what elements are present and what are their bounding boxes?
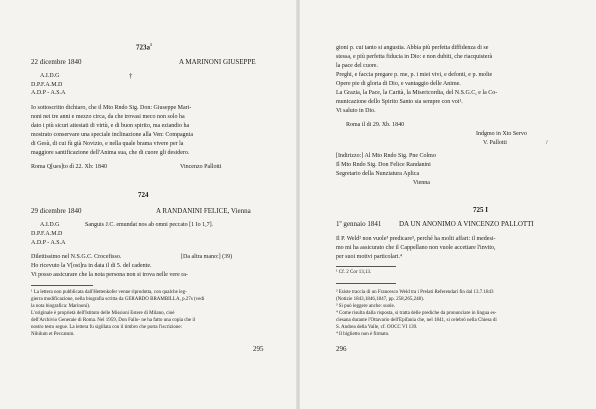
body-line: maggiore santificazione dell'Anima sua, che di cuore gli desidero. bbox=[31, 150, 190, 156]
letter-date: 29 dicembre 1840 bbox=[31, 207, 82, 215]
body-line: Preghi, e faccia pregare p. me, p. i miei vivi, e defonti, e p. molte bbox=[336, 72, 493, 78]
salutation-line: D.P.F.A.M.D bbox=[31, 231, 63, 237]
footnote-line: (Notizie 1843,1846,1847, pp. 258,265,248). bbox=[336, 297, 425, 302]
body-line: Vi posso assicurare che la nota persona non si trova nelle vere ra- bbox=[31, 272, 188, 278]
footnote-line: S. Andrea della Valle, cf. OOCC VI 139. bbox=[336, 325, 418, 330]
footnote-line: ⁴ Come risulta dalla risposta, si tratta delle prediche da pronunciare in lingua es- bbox=[336, 311, 497, 316]
closing-place: Roma Q[ues]to dì 22. Xb: 1840 bbox=[31, 164, 107, 170]
salutation-line: A.I.D.G bbox=[40, 73, 60, 79]
body-line: Opere pie di gloria di Dio, e vantaggio delle Anime. bbox=[336, 81, 461, 87]
footnote-line: ¹ La lettera non pubblicata dall'Hettenkofer venne riprodotta, con qualche leg- bbox=[31, 290, 187, 295]
letter-number: 725 I bbox=[473, 206, 488, 214]
page-number: 295 bbox=[253, 345, 264, 353]
footnote-rule bbox=[31, 285, 93, 286]
cross-icon: † bbox=[129, 72, 133, 80]
body-line: noni nei tre anni e mezzo circa, da che trovasi meco non solo ha bbox=[31, 114, 185, 120]
footnote-line: ³ Si può leggere anche: suole. bbox=[336, 304, 395, 309]
body-line: la pace del cuore. bbox=[336, 63, 378, 69]
footnote-line: Nihilum et Peccatum. bbox=[31, 332, 75, 337]
address-line: Segretario della Nunziatura Aplica bbox=[336, 171, 420, 177]
letter-number: $723a^1$ bbox=[136, 42, 152, 52]
body-line: Il P. Weld² non vuole³ predicare³, perché ha molti affari: il medesi- bbox=[336, 236, 496, 242]
body-line: La Grazia, la Pace, la Carità, la Misericordia, del N.S.G.C, e la Co- bbox=[336, 90, 498, 96]
footnote-line: ⁴ Il biglietto non è firmato. bbox=[336, 332, 390, 337]
address-line: [Indirizzo:] Al Mto Rndo Sig. Pne Colmo bbox=[336, 153, 436, 159]
footnote-line: ² Esiste traccia di un Francesco Weld tra i Prelati Referendari fin dal 13.7.1843 bbox=[336, 290, 494, 295]
right-page bbox=[300, 0, 596, 409]
signature: Vincenzo Pallotti bbox=[180, 164, 222, 170]
letter-recipient: A RANDANINI FELICE, Vienna bbox=[156, 207, 251, 215]
footnote-line: gierra modificazione, nella biografia scritta da GERARDO BRAMBILLA, p.27s (vedi bbox=[31, 297, 205, 302]
left-page bbox=[0, 0, 296, 409]
addressee-line: Dilettissimo nel N.S.G.C. Crocefisso. bbox=[31, 254, 122, 260]
footnote-rule bbox=[336, 266, 396, 267]
page-number: 296 bbox=[336, 345, 347, 353]
footnote-line: L'originale è proprietà dell'Istituto delle Missioni Estere di Milano, cioè bbox=[31, 311, 175, 316]
letter-recipient: A MARINONI GIUSEPPE bbox=[179, 58, 256, 66]
footnote-line: ¹ Cf. 2 Cor 13,13. bbox=[336, 270, 372, 275]
closing-servant: Indgmo in Xto Servo bbox=[476, 131, 527, 137]
closing-place: Roma il di 29. Xb. 1840 bbox=[346, 122, 405, 128]
body-line: stessa, e più perfetta fiducia in Dio: e non dubiti, che riacquisterà bbox=[336, 54, 493, 60]
body-line: gioni p. cui tanto si angustia. Abbia più perfetta diffidenza di se bbox=[336, 45, 489, 51]
body-line: mostrato conservare una speciale inclinazione alla Ven: Compagnia bbox=[31, 132, 193, 138]
footnote-rule bbox=[336, 283, 396, 284]
address-line: Vienna bbox=[413, 180, 430, 186]
signature: V. Pallotti bbox=[483, 140, 507, 146]
body-line: municazione dello Spirito Santo sia sempre con voi¹. bbox=[336, 99, 463, 105]
letter-number: 724 bbox=[138, 191, 149, 199]
footnote-line: clesana durante l'Ottavario dell'Epifania che, nel 1841, si celebrò nella Chiesa di bbox=[336, 318, 497, 323]
letter-date: 22 dicembre 1840 bbox=[31, 58, 82, 66]
footnote-line: la nota biografica: Marinoni). bbox=[31, 304, 91, 309]
signature-slash: / bbox=[546, 140, 548, 146]
body-line: Vi saluto in Dio. bbox=[336, 108, 376, 114]
footnote-line: dell'Archivio Generale di Roma. Nel 1959, Don Fallo- ne ha fatto una copia che il bbox=[31, 318, 196, 323]
footnote-line: nostro testo segue. La lettera fu sigillata con il timbro che porta l'iscrizione: bbox=[31, 325, 182, 330]
body-line: per suoi motivi particolari.⁴ bbox=[336, 254, 403, 260]
body-line: Io sottoscritto dichiaro, che il Mto Rndo Sig. Don: Giuseppe Mari- bbox=[31, 105, 192, 111]
letter-date: 1º gennaio 1841 bbox=[336, 220, 382, 228]
body-line: di Gesù, di cui fù già Novizio, e nella quale brama vivere per la bbox=[31, 141, 184, 147]
salutation-line: A.D.P - A.S.A bbox=[31, 240, 66, 246]
salutation-line: A.I.D.G bbox=[40, 222, 60, 228]
scripture-quote: Sanguis J.C. emundat nos ab omni peccato [1 Io 1,7]. bbox=[85, 222, 214, 228]
salutation-line: A.D.P - A.S.A bbox=[31, 90, 66, 96]
salutation-line: D.P.F.A.M.D bbox=[31, 82, 63, 88]
body-line: mo mi ha assicurato che il Cappellano non vuole accettare l'invito, bbox=[336, 245, 496, 251]
body-line: Ho ricevuto la V[ost]ra in data il di 5. del cadente. bbox=[31, 263, 152, 269]
editorial-note: [Da altra mano:] (39) bbox=[181, 254, 233, 260]
address-line: Il Mto Rndo Sig. Don Felice Randanini bbox=[336, 162, 431, 168]
letter-recipient: DA UN ANONIMO A VINCENZO PALLOTTI bbox=[399, 220, 534, 228]
body-line: dato i più sicuri attestati di virtù, e di buon spirito, ma eziandio ha bbox=[31, 123, 190, 129]
